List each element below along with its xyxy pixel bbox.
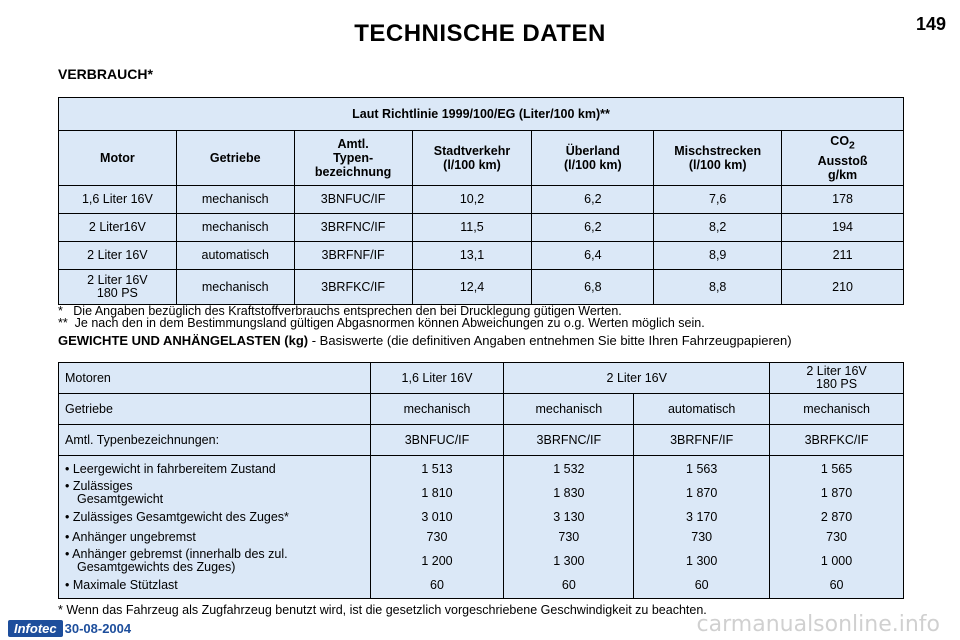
cell-ueberland: 6,4 (532, 242, 654, 270)
weight-value: 1 565 (820, 462, 853, 476)
cell-misch: 7,6 (654, 186, 782, 214)
weights-column-2l-auto (634, 456, 770, 599)
header-typ-line3: bezeichnung (314, 165, 392, 179)
weights-getriebe-cell: mechanisch (770, 394, 904, 425)
weights-typen-cell: 3BRFNF/IF (634, 425, 770, 456)
weight-value: 1 870 (820, 485, 853, 500)
weight-value: 1 300 (553, 553, 585, 568)
header-co2-prefix: CO (830, 134, 850, 149)
list-item (65, 479, 366, 507)
weight-label: • Anhänger gebremst (innerhalb des zul. (65, 547, 288, 561)
consumption-caption-row (59, 98, 904, 131)
cell-motor-line2: 180 PS (96, 286, 138, 300)
header-co2-line2: Ausstoß (817, 153, 868, 168)
list-item (65, 575, 366, 595)
cell-ueberland: 6,8 (532, 270, 654, 305)
header-getriebe: Getriebe (176, 131, 294, 186)
weight-value: 1 870 (686, 485, 718, 500)
footnote-1: * Die Angaben bezüglich des Kraftstoffverbrauchs entsprechen den bei Drucklegung gütigen Werten. (58, 304, 622, 318)
cell-co2: 211 (782, 242, 904, 270)
header-ueberland-line1: Überland (565, 144, 620, 158)
weight-label-cont: Gesamtgewicht (77, 492, 164, 506)
cell-getriebe: automatisch (176, 242, 294, 270)
cell-stadt: 11,5 (412, 214, 532, 242)
header-stadt (412, 131, 532, 186)
weights-motor-180-line2: 180 PS (816, 377, 858, 391)
weights-table (58, 362, 904, 599)
weights-motor-2l: 2 Liter 16V (504, 363, 770, 394)
weight-value: 60 (829, 578, 844, 592)
header-co2-line3: g/km (827, 167, 858, 182)
weights-getriebe-cell: mechanisch (504, 394, 634, 425)
weights-column-16 (370, 456, 504, 599)
cell-motor-line1: 2 Liter 16V (87, 273, 148, 287)
weights-typen-label: Amtl. Typenbezeichnungen: (59, 425, 371, 456)
weight-label: • Maximale Stützlast (65, 578, 178, 592)
consumption-caption: Laut Richtlinie 1999/100/EG (Liter/100 km)** (59, 98, 904, 131)
list-item (65, 459, 366, 479)
weight-value: 730 (826, 530, 847, 544)
list-item (65, 507, 366, 527)
weights-heading-bold: GEWICHTE UND ANHÄNGELASTEN (kg) (58, 333, 309, 348)
cell-misch: 8,8 (654, 270, 782, 305)
weights-heading-rest: - Basiswerte (die definitiven Angaben entnehmen Sie bitte Ihren Fahrzeugpapieren) (308, 333, 792, 348)
header-stadt-line1: Stadtverkehr (433, 144, 511, 158)
weight-value: 3 130 (553, 510, 585, 524)
weights-typen-row (59, 425, 904, 456)
header-misch-line2: (l/100 km) (688, 158, 747, 172)
header-typ-line1: Amtl. (337, 137, 369, 151)
cell-co2: 178 (782, 186, 904, 214)
header-stadt-line2: (l/100 km) (443, 158, 501, 172)
weights-typen-cell: 3BRFKC/IF (770, 425, 904, 456)
weights-footnote: * Wenn das Fahrzeug als Zugfahrzeug benutzt wird, ist die gesetzlich vorgeschriebene Geschwindigkeit zu beachten. (58, 603, 707, 617)
consumption-section-title: VERBRAUCH* (58, 66, 153, 82)
weight-value: 1 513 (421, 462, 453, 476)
weights-motor-16: 1,6 Liter 16V (370, 363, 504, 394)
header-co2 (782, 131, 904, 186)
weights-motoren-label: Motoren (59, 363, 371, 394)
weights-getriebe-cell: mechanisch (370, 394, 504, 425)
table-row (59, 186, 904, 214)
cell-co2: 210 (782, 270, 904, 305)
weights-column-2l-mech (504, 456, 634, 599)
cell-motor: 1,6 Liter 16V (59, 186, 177, 214)
weight-value: 1 300 (686, 553, 718, 568)
weight-value: 60 (694, 578, 709, 592)
header-ueberland-line2: (l/100 km) (564, 158, 622, 172)
weight-value: 1 200 (421, 553, 453, 568)
cell-co2: 194 (782, 214, 904, 242)
page-title: TECHNISCHE DATEN (354, 20, 606, 47)
weight-value: 1 563 (686, 462, 718, 476)
cell-getriebe: mechanisch (176, 186, 294, 214)
weight-value: 3 010 (421, 510, 453, 524)
weight-value: 1 830 (553, 485, 585, 500)
footer-badge (8, 620, 131, 637)
weights-motor-180-line1: 2 Liter 16V (806, 364, 867, 378)
weight-value: 60 (430, 578, 444, 592)
weight-value: 2 870 (820, 510, 853, 524)
weight-value: 60 (561, 578, 576, 592)
weights-heading (58, 333, 792, 348)
consumption-table (58, 97, 904, 305)
weights-motoren-row (59, 363, 904, 394)
weights-getriebe-label: Getriebe (59, 394, 371, 425)
weights-getriebe-cell: automatisch (634, 394, 770, 425)
consumption-header-row (59, 131, 904, 186)
weights-getriebe-row (59, 394, 904, 425)
cell-misch: 8,2 (654, 214, 782, 242)
consumption-footnotes (58, 305, 705, 329)
weight-label: • Zulässiges Gesamtgewicht des Zuges* (65, 510, 289, 524)
cell-stadt: 12,4 (412, 270, 532, 305)
weight-value: 730 (558, 530, 580, 544)
watermark: carmanualsonline.info (696, 612, 940, 637)
weight-label: • Zulässiges (65, 479, 133, 493)
weight-label: • Anhänger ungebremst (65, 530, 196, 544)
header-misch-line1: Mischstrecken (674, 144, 762, 158)
weight-value: 1 810 (421, 485, 453, 500)
infotec-logo: Infotec (8, 620, 63, 637)
cell-motor: 2 Liter16V (59, 214, 177, 242)
weight-label: • Leergewicht in fahrbereitem Zustand (65, 462, 276, 476)
header-co2-sub: 2 (849, 140, 855, 152)
footer-date: 30-08-2004 (64, 621, 132, 636)
cell-typ: 3BRFNC/IF (294, 214, 412, 242)
header-typ-line2: Typen- (333, 151, 374, 165)
list-item (65, 547, 366, 575)
cell-ueberland: 6,2 (532, 186, 654, 214)
weight-value: 1 000 (820, 553, 853, 568)
footnote-2: ** Je nach den in dem Bestimmungsland gültigen Abgasnormen können Abweichungen zu o.g. Werten möglich sein. (58, 316, 705, 330)
page-number: 149 (915, 14, 946, 34)
table-row (59, 242, 904, 270)
cell-motor: 2 Liter 16V (59, 242, 177, 270)
weights-motor-180 (770, 363, 904, 394)
weights-column-180 (770, 456, 904, 599)
table-row (59, 270, 904, 305)
header-co2-line1 (786, 134, 899, 154)
weights-labels-column (59, 456, 371, 599)
cell-getriebe: mechanisch (176, 270, 294, 305)
weights-typen-cell: 3BRFNC/IF (504, 425, 634, 456)
cell-ueberland: 6,2 (532, 214, 654, 242)
weights-values-row (59, 456, 904, 599)
cell-typ: 3BNFUC/IF (294, 186, 412, 214)
cell-typ: 3BRFKC/IF (294, 270, 412, 305)
cell-getriebe: mechanisch (176, 214, 294, 242)
cell-misch: 8,9 (654, 242, 782, 270)
cell-stadt: 10,2 (412, 186, 532, 214)
weight-label-cont: Gesamtgewichts des Zuges) (77, 560, 236, 574)
cell-stadt: 13,1 (412, 242, 532, 270)
header-motor: Motor (59, 131, 177, 186)
header-ueberland (532, 131, 654, 186)
weight-value: 3 170 (686, 510, 718, 524)
header-typ (294, 131, 412, 186)
list-item (65, 527, 366, 547)
weight-value: 1 532 (553, 462, 585, 476)
weights-typen-cell: 3BNFUC/IF (370, 425, 504, 456)
weight-value: 730 (691, 530, 713, 544)
weight-value: 730 (426, 530, 448, 544)
table-row (59, 214, 904, 242)
header-misch (654, 131, 782, 186)
cell-typ: 3BRFNF/IF (294, 242, 412, 270)
cell-motor (59, 270, 177, 305)
